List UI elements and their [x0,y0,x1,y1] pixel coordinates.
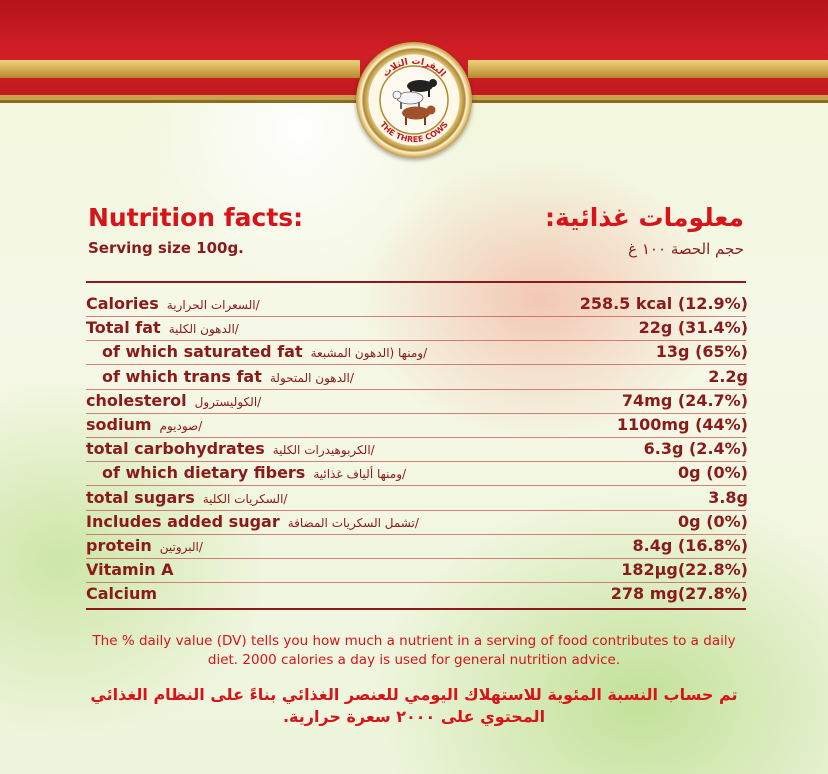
nutrition-row-cholesterol [86,389,748,413]
nutrient-name: of which dietary fibers [102,463,306,483]
nutrient-value: 74mg (24.7%) [621,390,748,410]
row-divider [86,364,746,365]
nutrient-name: Includes added sugar [86,511,280,531]
nutrient-value: 22g (31.4%) [638,318,748,338]
row-divider [86,461,746,462]
nutrient-name: of which trans fat [102,366,262,386]
banner-ribbon-right [468,60,828,78]
nutrient-name: Total fat [86,318,161,338]
nutrition-row-protein [86,534,748,558]
row-divider [86,485,746,486]
nutrition-row-calories [86,292,748,316]
nutrient-name: cholesterol [86,390,187,410]
logo-english-text: THE THREE COWS [378,119,450,145]
nutrient-name: of which saturated fat [102,342,303,362]
nutrition-row-total-fat [86,316,748,340]
row-divider [86,534,746,535]
row-divider [86,413,746,414]
nutrient-name: sodium [86,414,152,434]
nutrition-row-vitamin-a [86,558,748,582]
nutrient-value: 2.2g [708,366,748,386]
nutrient-name-arabic: ومنها ألياف غذائية/ [313,467,407,482]
nutrient-value: 6.3g (2.4%) [643,439,748,459]
nutrition-row-dietary-fibers [86,461,748,485]
nutrient-value: 8.4g (16.8%) [632,535,748,555]
banner-ribbon-left [0,60,360,78]
header-divider [86,281,746,283]
title-english: Nutrition facts: [88,203,304,232]
nutrient-name-arabic: الدهون المتحولة/ [269,370,354,385]
nutrient-value: 0g (0%) [678,511,748,531]
row-divider [86,510,746,511]
nutrition-row-calcium [86,582,748,606]
serving-size-arabic: حجم الحصة ١٠٠ غ [628,240,744,258]
nutrient-value: 13g (65%) [655,342,748,362]
nutrient-name: total sugars [86,487,195,507]
nutrient-name-arabic: تشمل السكريات المضافة/ [287,515,419,530]
serving-size-english: Serving size 100g. [88,239,244,257]
nutrient-value: 3.8g [708,487,748,507]
nutrient-name-arabic: الكربوهيدرات الكلية/ [272,443,375,458]
row-divider [86,389,746,390]
nutrient-value: 278 mg(27.8%) [610,584,748,604]
nutrient-name-arabic: ومنها (الدهون المشبعة/ [310,346,428,361]
row-divider [86,582,746,583]
row-divider [86,437,746,438]
table-bottom-divider [86,608,746,610]
nutrient-name: Calories [86,294,159,313]
nutrition-row-total-carbohydrates [86,437,748,461]
logo-arabic-text: البقرات الثلاث [381,56,448,80]
nutrition-row-sodium [86,413,748,437]
nutrient-value: 0g (0%) [678,463,748,483]
nutrient-name-arabic: صوديوم/ [159,418,203,433]
nutrition-row-added-sugar [86,510,748,534]
nutrient-name-arabic: الكوليسترول/ [194,394,262,409]
row-divider [86,340,746,341]
nutrient-name-arabic: السعرات الحرارية/ [166,298,260,312]
cows-logo-icon [356,42,472,158]
three-cows-logo-seal [356,42,472,158]
nutrition-row-saturated-fat [86,340,748,364]
nutrient-name: Vitamin A [86,560,174,580]
nutrient-name: total carbohydrates [86,439,265,459]
nutrition-row-total-sugars [86,486,748,510]
daily-value-footnote-english: The % daily value (DV) tells you how much a nutrient in a serving of food contributes to a daily diet. 2000 calories a day is used for general nutrition advice. [92,633,736,668]
nutrient-value: 258.5 kcal (12.9%) [579,294,748,313]
nutrient-name-arabic: الدهون الكلية/ [168,322,239,337]
daily-value-footnote-arabic: تم حساب النسبة المئوية للاستهلاك اليومي للعنصر الغذائي بناءً على النظام الغذائي المحتوي على ٢٠٠٠ سعرة حرارية. [90,685,738,726]
row-divider [86,316,746,317]
nutrient-name: Calcium [86,584,158,604]
nutrient-name-arabic: السكريات الكلية/ [202,491,288,506]
nutrition-row-trans-fat [86,365,748,389]
nutrient-value: 1100mg (44%) [616,414,748,434]
nutrient-name-arabic: البروتين/ [159,539,203,554]
nutrient-value: 182µg(22.8%) [621,560,748,580]
row-divider [86,558,746,559]
title-arabic: معلومات غذائية: [545,203,744,232]
nutrient-name: protein [86,535,152,555]
